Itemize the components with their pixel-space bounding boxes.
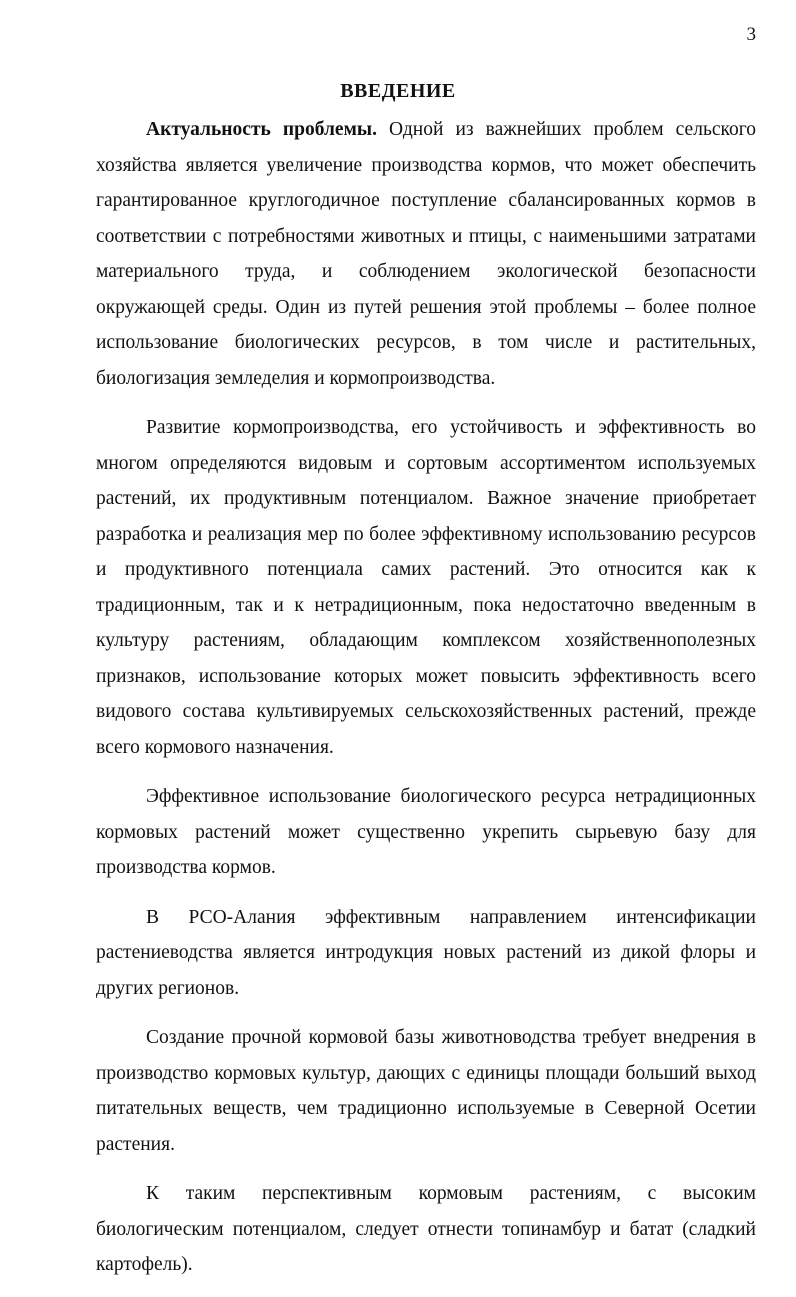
paragraph: В РСО-Алания эффективным направлением интенсификации растениеводства является интродукция новых растений из дикой флоры и других регионов. (96, 906, 756, 999)
page-number: 3 (746, 24, 756, 45)
section-heading: ВВЕДЕНИЕ (340, 80, 456, 102)
paragraph: Создание прочной кормовой базы животноводства требует внедрения в производство кормовых культур, дающих с единицы площади больший выход питательных веществ, чем традиционно используемые в Северной Осетии растения. (96, 1027, 756, 1155)
paragraph-relevance (96, 112, 756, 396)
paragraph: Эффективное использование биологического ресурса нетрадиционных кормовых растений может существенно укрепить сырьевую базу для производства кормов. (96, 786, 756, 878)
paragraph-text: Одной из важнейших проблем сельского хозяйства является увеличение производства кормов, что может обеспечить гарантированное круглогодичное поступление сбалансированных кормов в соответствии с потребностями животных и птицы, с наименьшими затратами материального труда, и соблюдением экологической безопасности окружающей среды. Один из путей решения этой проблемы – более полное использование биологических ресурсов, в том числе и растительных, биологизация земледелия и кормопроизводства. (96, 119, 756, 389)
paragraph: Развитие кормопроизводства, его устойчивость и эффективность во многом определяются видовым и сортовым ассортиментом используемых растений, их продуктивным потенциалом. Важное значение приобретает разработка и реализация мер по более эффективному использованию ресурсов и продуктивного потенциала самих растений. Это относится как к традиционным, так и к нетрадиционным, пока недостаточно введенным в культуру растениям, обладающим комплексом хозяйственнополезных признаков, использование которых может повысить эффективность всего видового состава культивируемых сельскохозяйственных растений, прежде всего кормового назначения. (96, 417, 756, 758)
body-text (96, 112, 756, 1297)
paragraph: К таким перспективным кормовым растениям, с высоким биологическим потенциалом, следует отнести топинамбур и батат (сладкий картофель). (96, 1183, 756, 1275)
paragraph-lead-label: Актуальность проблемы. (146, 119, 377, 140)
